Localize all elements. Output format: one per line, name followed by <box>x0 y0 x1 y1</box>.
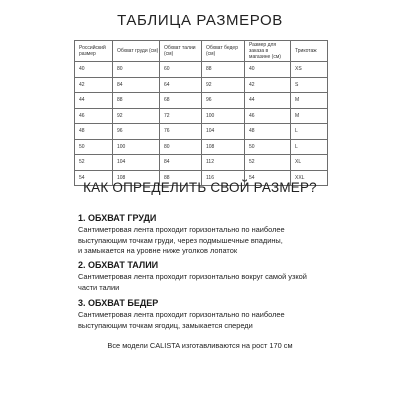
text-line: и замыкается на уровне ниже уголков лопаток <box>78 246 238 256</box>
table-cell: 52 <box>245 155 291 171</box>
table-row <box>75 108 328 124</box>
table-row <box>75 139 328 155</box>
table-cell: 108 <box>113 170 160 186</box>
table-cell: XS <box>291 62 328 78</box>
table-cell: 88 <box>202 62 245 78</box>
page-title: ТАБЛИЦА РАЗМЕРОВ <box>117 12 283 29</box>
table-cell: 68 <box>160 93 202 109</box>
table-cell: 112 <box>202 155 245 171</box>
table-cell: 104 <box>113 155 160 171</box>
table-cell: 100 <box>113 139 160 155</box>
table-cell: 80 <box>160 139 202 155</box>
table-cell: 42 <box>75 77 113 93</box>
section-waist <box>78 260 328 293</box>
table-cell: S <box>291 77 328 93</box>
table-cell: 52 <box>75 155 113 171</box>
table-cell: XXL <box>291 170 328 186</box>
header-cell: Обхват бедер (см) <box>202 41 245 62</box>
table-cell: 48 <box>245 124 291 140</box>
table-cell: 116 <box>202 170 245 186</box>
header-cell: Российский размер <box>75 41 113 62</box>
table-cell: 48 <box>75 124 113 140</box>
text-line: Сантиметровая лента проходит горизонтально по наиболее <box>78 225 285 234</box>
table-cell: M <box>291 108 328 124</box>
header-cell: Обхват груди (см) <box>113 41 160 62</box>
table-row <box>75 124 328 140</box>
footer-note: Все модели CALISTA изготавливаются на рост 170 см <box>107 341 293 350</box>
table-cell: 44 <box>245 93 291 109</box>
table-header-row <box>75 41 328 62</box>
table-cell: 104 <box>202 124 245 140</box>
table-cell: 72 <box>160 108 202 124</box>
table-cell: 80 <box>113 62 160 78</box>
section-title: 3. ОБХВАТ БЕДЕР <box>78 298 159 308</box>
header-cell: Трикотаж <box>291 41 328 62</box>
section-text <box>78 272 328 293</box>
size-table <box>74 40 328 186</box>
table-cell: 96 <box>202 93 245 109</box>
table-cell: 44 <box>75 93 113 109</box>
table-cell: 64 <box>160 77 202 93</box>
header-cell: Обхват талии (см) <box>160 41 202 62</box>
table-cell: 92 <box>113 108 160 124</box>
table-cell: 40 <box>75 62 113 78</box>
section-hips <box>78 298 328 331</box>
table-cell: 84 <box>160 155 202 171</box>
section-text <box>78 310 328 331</box>
table-cell: 50 <box>245 139 291 155</box>
table-cell: 88 <box>160 170 202 186</box>
section-text <box>78 225 328 257</box>
table-cell: 76 <box>160 124 202 140</box>
how-to-heading: КАК ОПРЕДЕЛИТЬ СВОЙ РАЗМЕР? <box>83 180 317 195</box>
table-row <box>75 155 328 171</box>
table-cell: 88 <box>113 93 160 109</box>
table-cell: 92 <box>202 77 245 93</box>
table-row <box>75 93 328 109</box>
table-cell: 84 <box>113 77 160 93</box>
table-cell: 54 <box>75 170 113 186</box>
text-line: выступающим точкам груди, через подмышечные впадины, <box>78 235 283 245</box>
table-cell: 50 <box>75 139 113 155</box>
table-cell: 40 <box>245 62 291 78</box>
table-cell: 60 <box>160 62 202 78</box>
text-line: Сантиметровая лента проходит горизонтально по наиболее <box>78 310 285 319</box>
table-cell: 54 <box>245 170 291 186</box>
section-title: 1. ОБХВАТ ГРУДИ <box>78 213 157 223</box>
table-cell: 42 <box>245 77 291 93</box>
table-row <box>75 62 328 78</box>
section-chest <box>78 213 328 257</box>
section-title: 2. ОБХВАТ ТАЛИИ <box>78 260 159 270</box>
text-line: части талии <box>78 282 120 292</box>
table-cell: 46 <box>245 108 291 124</box>
table-cell: M <box>291 93 328 109</box>
table-cell: 100 <box>202 108 245 124</box>
table-cell: L <box>291 139 328 155</box>
table-cell: 96 <box>113 124 160 140</box>
table-cell: L <box>291 124 328 140</box>
table-cell: 46 <box>75 108 113 124</box>
table-cell: XL <box>291 155 328 171</box>
table-cell: 108 <box>202 139 245 155</box>
text-line: Сантиметровая лента проходит горизонтально вокруг самой узкой <box>78 272 307 281</box>
text-line: выступающим точкам ягодиц, замыкается спереди <box>78 320 253 330</box>
header-cell: Размер для заказа в магазине (см) <box>245 41 291 62</box>
table-row <box>75 77 328 93</box>
